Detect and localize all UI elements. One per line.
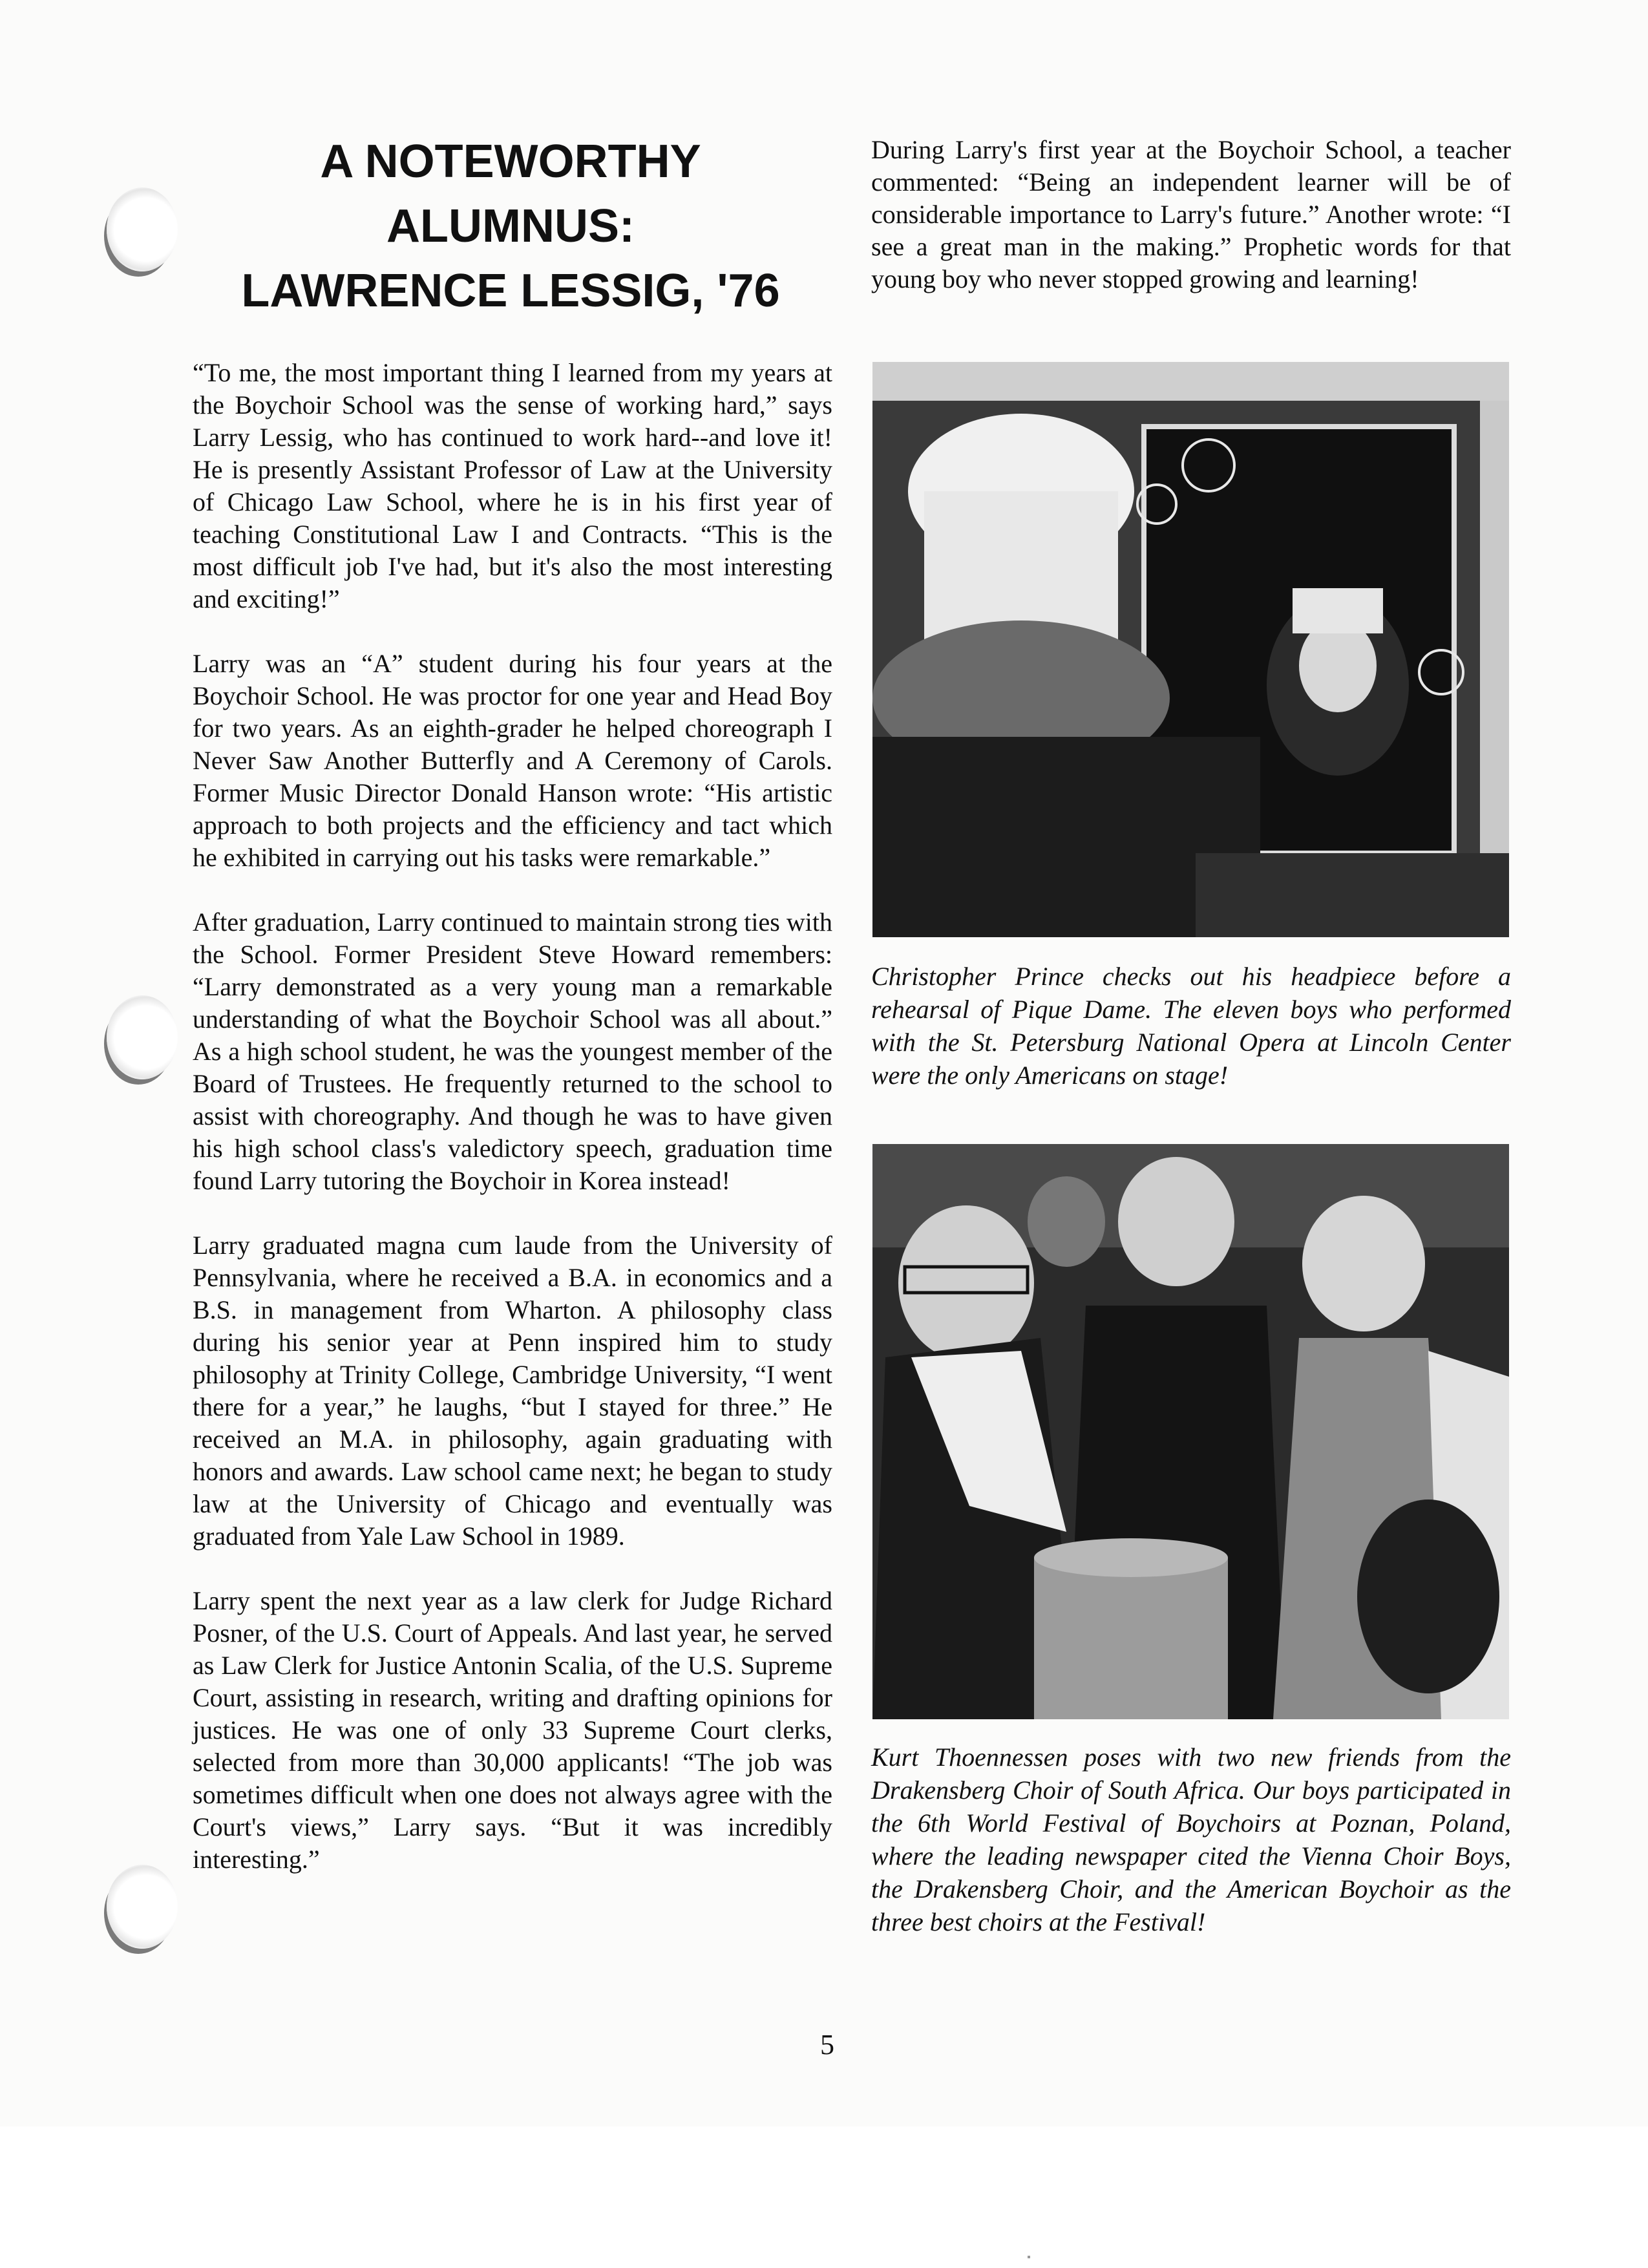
photo-three-boys [872,1144,1509,1719]
photo-caption: Christopher Prince checks out his headpiece before a rehearsal of Pique Dame. The eleven boys who performed with the St. Petersburg National Opera at Lincoln Center were the only Americans on stage! [871,962,1511,1090]
article-body [193,357,832,1908]
article-paragraph: “To me, the most important thing I learned from my years at the Boychoir School was the sense of working hard,” says Larry Lessig, who has continued to work hard--and love it! He is presently Assistant Professor of Law at the University of Chicago Law School, where he is in his first year of teaching Constitutional Law I and Contracts. “This is the most difficult job I've had, but it's also the most interesting and exciting!” [193,358,832,613]
article-paragraph: Larry was an “A” student during his four years at the Boychoir School. He was proctor for one year and Head Boy for two years. As an eighth-grader he helped choreograph I Never Saw Another Butterfly and A Ceremony of Carols. Former Music Director Donald Hanson wrote: “His artistic approach to both projects and the efficiency and tact which he exhibited in carrying out his tasks were remarkable.” [193,649,832,872]
article-paragraph-right: During Larry's first year at the Boychoir School, a teacher commented: “Being an independent learner will be of considerable importance to Larry's future.” Another wrote: “I see a great man in the making.” Prophetic words for that young boy who never stopped growing and learning! [871,135,1511,293]
photo-illustration [872,1144,1509,1719]
punch-hole [107,187,178,271]
headline-line: LAWRENCE LESSIG, '76 [241,265,780,317]
punch-hole [107,1865,178,1949]
article-headline [200,129,821,323]
photo-mirror-headpiece [872,362,1509,937]
photo-illustration [872,362,1509,937]
photo-caption: Kurt Thoennessen poses with two new friends from the Drakensberg Choir of South Africa. Our boys participated in the 6th World Festival of Boychoirs at Poznan, Poland, where the leading newspaper cited the Vienna Choir Boys, the Drakensberg Choir, and the American Boychoir as the three best choirs at the Festival! [871,1743,1511,1936]
article-paragraph: Larry spent the next year as a law clerk for Judge Richard Posner, of the U.S. Court of Appeals. And last year, he served as Law Clerk for Justice Antonin Scalia, of the U.S. Supreme Court, assisting in research, writing and drafting opinions for justices. He was one of only 33 Supreme Court clerks, selected from more than 30,000 applicants! “The job was sometimes difficult when one does not always agree with the Court's views,” Larry says. “But it was incredibly interesting.” [193,1586,832,1874]
headline-line: A NOTEWORTHY [320,136,701,187]
page-number: 5 [820,2029,834,2061]
punch-hole [107,995,178,1079]
headline-line: ALUMNUS: [386,200,635,252]
scan-speck [1028,2256,1030,2258]
article-paragraph: Larry graduated magna cum laude from the University of Pennsylvania, where he received a B.A. in economics and a B.S. in management from Wharton. A philosophy class during his senior year at Penn inspired him to study philosophy at Trinity College, Cambridge University, “I went there for a year,” he laughs, “but I stayed for three.” He received an M.A. in philosophy, again graduating with honors and awards. Law school came next; he began to study law at the University of Chicago and eventually was graduated from Yale Law School in 1989. [193,1231,832,1551]
article-paragraph: After graduation, Larry continued to maintain strong ties with the School. Former President Steve Howard remembers: “Larry demonstrated as a very young man a remarkable understanding of what the Boychoir School was all about.” As a high school student, he was the youngest member of the Board of Trustees. He frequently returned to the school to assist with choreography. And though he was to have given his high school class's valedictory speech, graduation time found Larry tutoring the Boychoir in Korea instead! [193,907,832,1195]
